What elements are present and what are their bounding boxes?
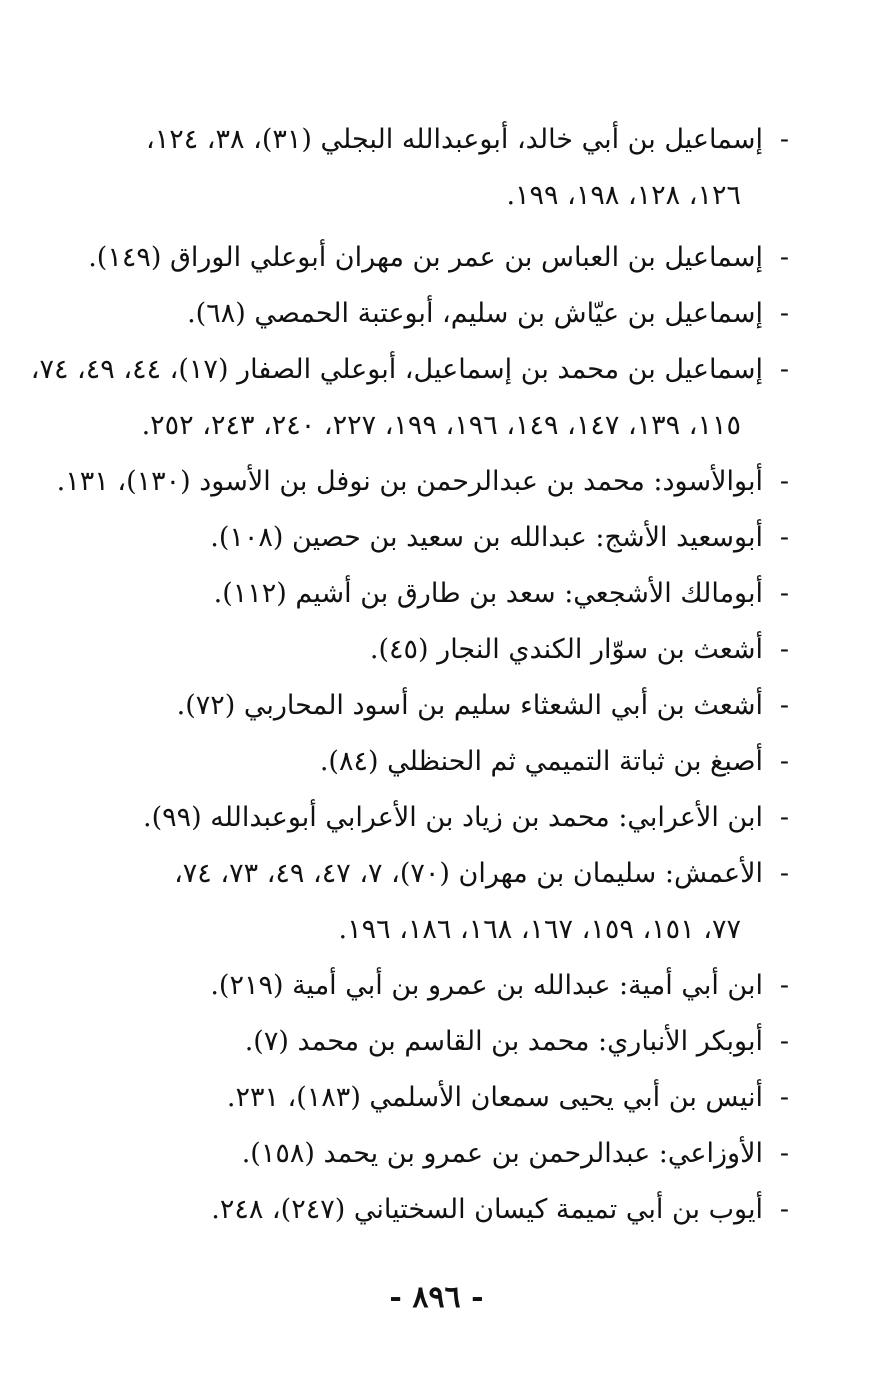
index-entries [30,112,789,1238]
entry-dash: - [779,634,789,665]
entry-text: أصبغ بن ثباتة التميمي ثم الحنظلي (٨٤). [319,746,763,777]
entry-continuation: ١٢٦، ١٢٨، ١٩٨، ١٩٩. [506,180,741,211]
entry-text: أبوالأسود: محمد بن عبدالرحمن بن نوفل بن الأسود (١٣٠)، ١٣١. [56,466,763,497]
entry-dash: - [779,522,789,553]
index-entry [30,342,789,454]
entry-continuation: ١١٥، ١٣٩، ١٤٧، ١٤٩، ١٩٦، ١٩٩، ٢٢٧، ٢٤٠، ٢٤٣، ٢٥٢. [141,410,741,441]
entry-dash: - [779,124,789,155]
index-entry [52,1126,789,1182]
index-entry [52,1014,789,1070]
entry-dash: - [779,1194,789,1225]
page-number: - ٨٩٦ - [389,1280,484,1315]
entry-continuation: ٧٧، ١٥١، ١٥٩، ١٦٧، ١٦٨، ١٨٦، ١٩٦. [338,914,741,945]
entry-text: أشعث بن أبي الشعثاء سليم بن أسود المحاربي (٧٢). [176,690,763,721]
index-entry [52,846,789,958]
entry-dash: - [779,466,789,497]
entry-text: أبوبكر الأنباري: محمد بن القاسم بن محمد (٧). [244,1026,763,1057]
index-entry [52,286,789,342]
entry-dash: - [779,1082,789,1113]
index-entry [52,734,789,790]
entry-dash: - [779,354,789,385]
index-entry [52,454,789,510]
entry-text: ابن أبي أمية: عبدالله بن عمرو بن أبي أمية (٢١٩). [210,970,763,1001]
entry-dash: - [779,1026,789,1057]
index-entry [52,1070,789,1126]
entry-dash: - [779,298,789,329]
index-entry [52,566,789,622]
entry-text: ابن الأعرابي: محمد بن زياد بن الأعرابي أبوعبدالله (٩٩). [142,802,763,833]
entry-text: أنيس بن أبي يحيى سمعان الأسلمي (١٨٣)، ٢٣١. [226,1082,763,1113]
entry-dash: - [779,746,789,777]
index-entry [52,678,789,734]
index-entry [52,622,789,678]
index-entry [52,510,789,566]
entry-text: الأوزاعي: عبدالرحمن بن عمرو بن يحمد (١٥٨). [241,1138,763,1169]
index-entry [52,1182,789,1238]
entry-dash: - [779,802,789,833]
entry-dash: - [779,858,789,889]
index-entry [52,112,789,224]
entry-text: أبومالك الأشجعي: سعد بن طارق بن أشيم (١١٢). [213,578,763,609]
entry-dash: - [779,970,789,1001]
entry-text: إسماعيل بن محمد بن إسماعيل، أبوعلي الصفار (١٧)، ٤٤، ٤٩، ٧٤، [30,354,763,385]
entry-text: أبوسعيد الأشج: عبدالله بن سعيد بن حصين (١٠٨). [210,522,763,553]
entry-dash: - [779,578,789,609]
entry-dash: - [779,690,789,721]
entry-text: إسماعيل بن أبي خالد، أبوعبدالله البجلي (٣١)، ٣٨، ١٢٤، [145,124,763,155]
entry-text: إسماعيل بن عيّاش بن سليم، أبوعتبة الحمصي (٦٨). [187,298,763,329]
index-entry [52,790,789,846]
entry-text: أيوب بن أبي تميمة كيسان السختياني (٢٤٧)، ٢٤٨. [211,1194,763,1225]
entry-text: الأعمش: سليمان بن مهران (٧٠)، ٧، ٤٧، ٤٩، ٧٣، ٧٤، [174,858,763,889]
index-entry [52,230,789,286]
entry-dash: - [779,242,789,273]
entry-dash: - [779,1138,789,1169]
entry-text: أشعث بن سوّار الكندي النجار (٤٥). [369,634,763,665]
entry-text: إسماعيل بن العباس بن عمر بن مهران أبوعلي الوراق (١٤٩). [88,242,763,273]
index-entry [52,958,789,1014]
